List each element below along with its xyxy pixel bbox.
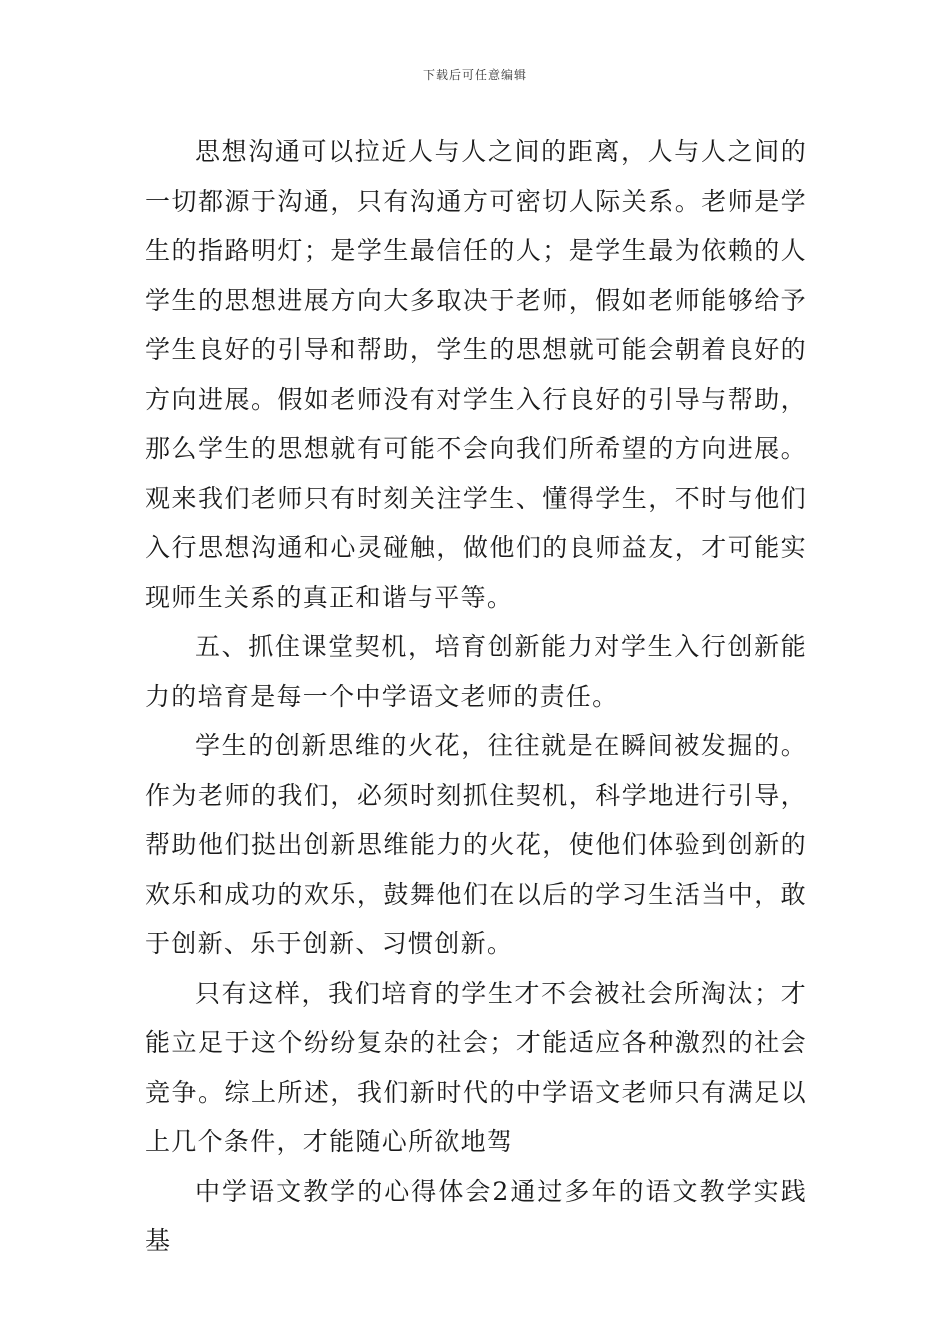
- paragraph-communication: 思想沟通可以拉近人与人之间的距离，人与人之间的一切都源于沟通，只有沟通方可密切人际关系。老师是学生的指路明灯；是学生最信任的人；是学生最为依赖的人学生的思想进展方向大多取决于老师，假如老师能够给予学生良好的引导和帮助，学生的思想就可能会朝着良好的方向进展。假如老师没有对学生入行良好的引导与帮助，那么学生的思想就有可能不会向我们所希望的方向进展。观来我们老师只有时刻关注学生、懂得学生，不时与他们入行思想沟通和心灵碰触，做他们的良师益友，才可能实现师生关系的真正和谐与平等。: [145, 137, 807, 612]
- paragraph-innovation: 学生的创新思维的火花，往往就是在瞬间被发掘的。作为老师的我们，必须时刻抓住契机，科学地进行引导，帮助他们挞出创新思维能力的火花，使他们体验到创新的欢乐和成功的欢乐，鼓舞他们在以后的学习生活当中，敢于创新、乐于创新、习惯创新。: [145, 731, 807, 958]
- paragraph-next-article: 中学语文教学的心得体会2通过多年的语文教学实践基: [145, 1176, 807, 1255]
- paragraph-conclusion: 只有这样，我们培育的学生才不会被社会所淘汰；才能立足于这个纷纷复杂的社会；才能适应各种激烈的社会竞争。综上所述，我们新时代的中学语文老师只有满足以上几个条件，才能随心所欲地驾: [145, 978, 807, 1156]
- document-body: [145, 127, 807, 1266]
- page-header: 下载后可任意编辑: [422, 68, 527, 82]
- paragraph-section-five: 五、抓住课堂契机，培育创新能力对学生入行创新能力的培育是每一个中学语文老师的责任。: [145, 632, 807, 711]
